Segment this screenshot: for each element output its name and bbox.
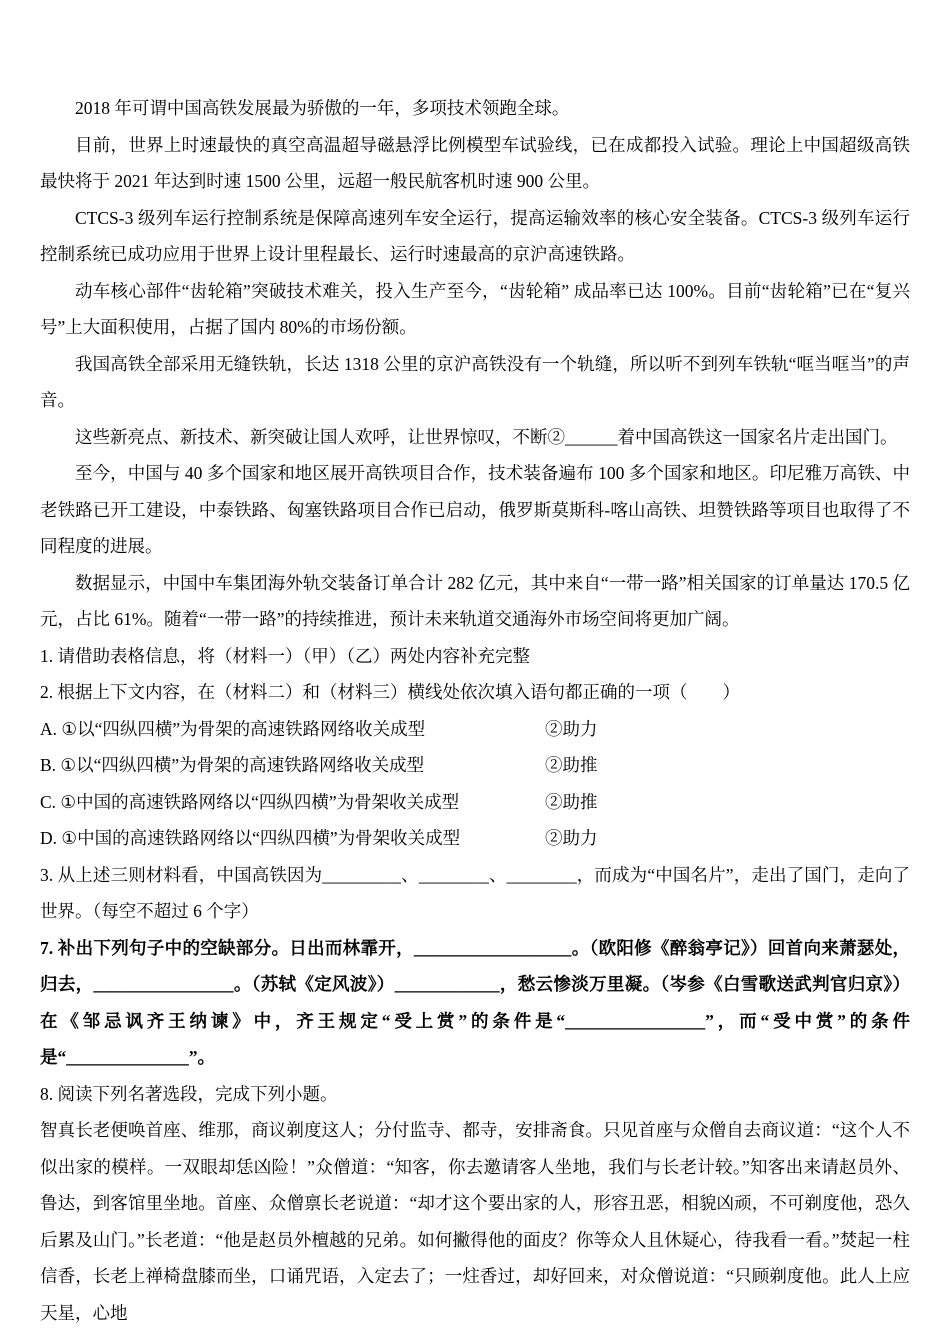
material-paragraph-7: 至今，中国与 40 多个国家和地区展开高铁项目合作，技术装备遍布 100 多个国家和地区。印尼雅万高铁、中老铁路已开工建设，中泰铁路、匈塞铁路项目合作已启动，俄罗斯莫斯科-喀山高铁、坦赞铁路等项目也取得了不同程度的进展。 [40,463,910,556]
material-paragraph-2: 目前，世界上时速最快的真空高温超导磁悬浮比例模型车试验线，已在成都投入试验。理论上中国超级高铁最快将于 2021 年达到时速 1500 公里，远超一般民航客机时速 900 公里。 [40,134,910,191]
material-paragraph-4: 动车核心部件“齿轮箱”突破技术难关，投入生产至今，“齿轮箱” 成品率已达 100%。目前“齿轮箱”已在“复兴号”上大面积使用，占据了国内 80%的市场份额。 [40,280,910,337]
material-paragraph-6: 这些新亮点、新技术、新突破让国人欢呼，让世界惊叹，不断②______着中国高铁这一国家名片走出国门。 [75,426,898,447]
question-8: 8. 阅读下列名著选段，完成下列小题。 [40,1083,338,1104]
option-c [40,784,910,821]
novel-passage: 智真长老便唤首座、维那，商议剃度这人；分付监寺、都寺，安排斋食。只见首座与众僧自去商议道：“这个人不似出家的模样。一双眼却恁凶险！”众僧道：“知客，你去邀请客人坐地，我们与长老计较。”知客出来请赵员外、鲁达，到客馆里坐地。首座、众僧禀长老说道：“却才这个要出家的人，形容丑恶，相貌凶顽，不可剃度他，恐久后累及山门。”长老道：“他是赵员外檀越的兄弟。如何撇得他的面皮？你等众人且休疑心，待我看一看。”焚起一柱信香，长老上禅椅盘膝而坐，口诵咒语，入定去了；一炷香过，却好回来，对众僧说道：“只顾剃度他。此人上应天星，心地 [40,1120,910,1323]
question-2: 2. 根据上下文内容，在（材料二）和（材料三）横线处依次填入语句都正确的一项（ ） [40,682,740,702]
question-1: 1. 请借助表格信息，将（材料一）（甲）（乙）两处内容补充完整 [40,645,530,666]
option-c-statement: C. ①中国的高速铁路网络以“四纵四横”为骨架收关成型 [40,791,460,812]
material-paragraph-3: CTCS-3 级列车运行控制系统是保障高速列车安全运行，提高运输效率的核心安全装备。CTCS-3 级列车运行控制系统已成功应用于世界上设计里程最长、运行时速最高的京沪高速铁路。 [40,207,910,264]
option-a [40,711,910,748]
option-d-statement: D. ①中国的高速铁路网络以“四纵四横”为骨架收关成型 [40,828,461,848]
material-paragraph-1: 2018 年可谓中国高铁发展最为骄傲的一年，多项技术领跑全球。 [75,98,570,118]
option-a-statement: A. ①以“四纵四横”为骨架的高速铁路网络收关成型 [40,718,426,739]
option-d-word: ②助力 [545,828,598,848]
option-b-word: ②助推 [545,755,598,775]
option-b [40,747,910,784]
question-7: 7. 补出下列句子中的空缺部分。日出而林霏开，__________________。（欧阳修《醉翁亭记》）回首向来萧瑟处，归去，________________。（苏轼《定风波》）____________，愁云惨淡万里凝。（岑参《白雪歌送武判官归京》）在《邹忌讽齐王纳谏》中，齐王规定“受上赏”的条件是“________________”，而“受中赏”的条件是“______________”。 [40,937,910,1067]
option-c-word: ②助推 [545,791,598,812]
option-d [40,820,910,857]
option-b-statement: B. ①以“四纵四横”为骨架的高速铁路网络收关成型 [40,755,425,775]
material-paragraph-5: 我国高铁全部采用无缝铁轨，长达 1318 公里的京沪高铁没有一个轨缝，所以听不到列车铁轨“哐当哐当”的声音。 [40,353,911,410]
material-paragraph-8: 数据显示，中国中车集团海外轨交装备订单合计 282 亿元，其中来自“一带一路”相关国家的订单量达 170.5 亿元，占比 61%。随着“一带一路”的持续推进，预计未来轨道交通海外市场空间将更加广阔。 [40,572,910,629]
question-3: 3. 从上述三则材料看，中国高铁因为_________、________、________，而成为“中国名片”，走出了国门，走向了世界。（每空不超过 6 个字） [40,864,910,921]
option-a-word: ②助力 [545,718,598,739]
